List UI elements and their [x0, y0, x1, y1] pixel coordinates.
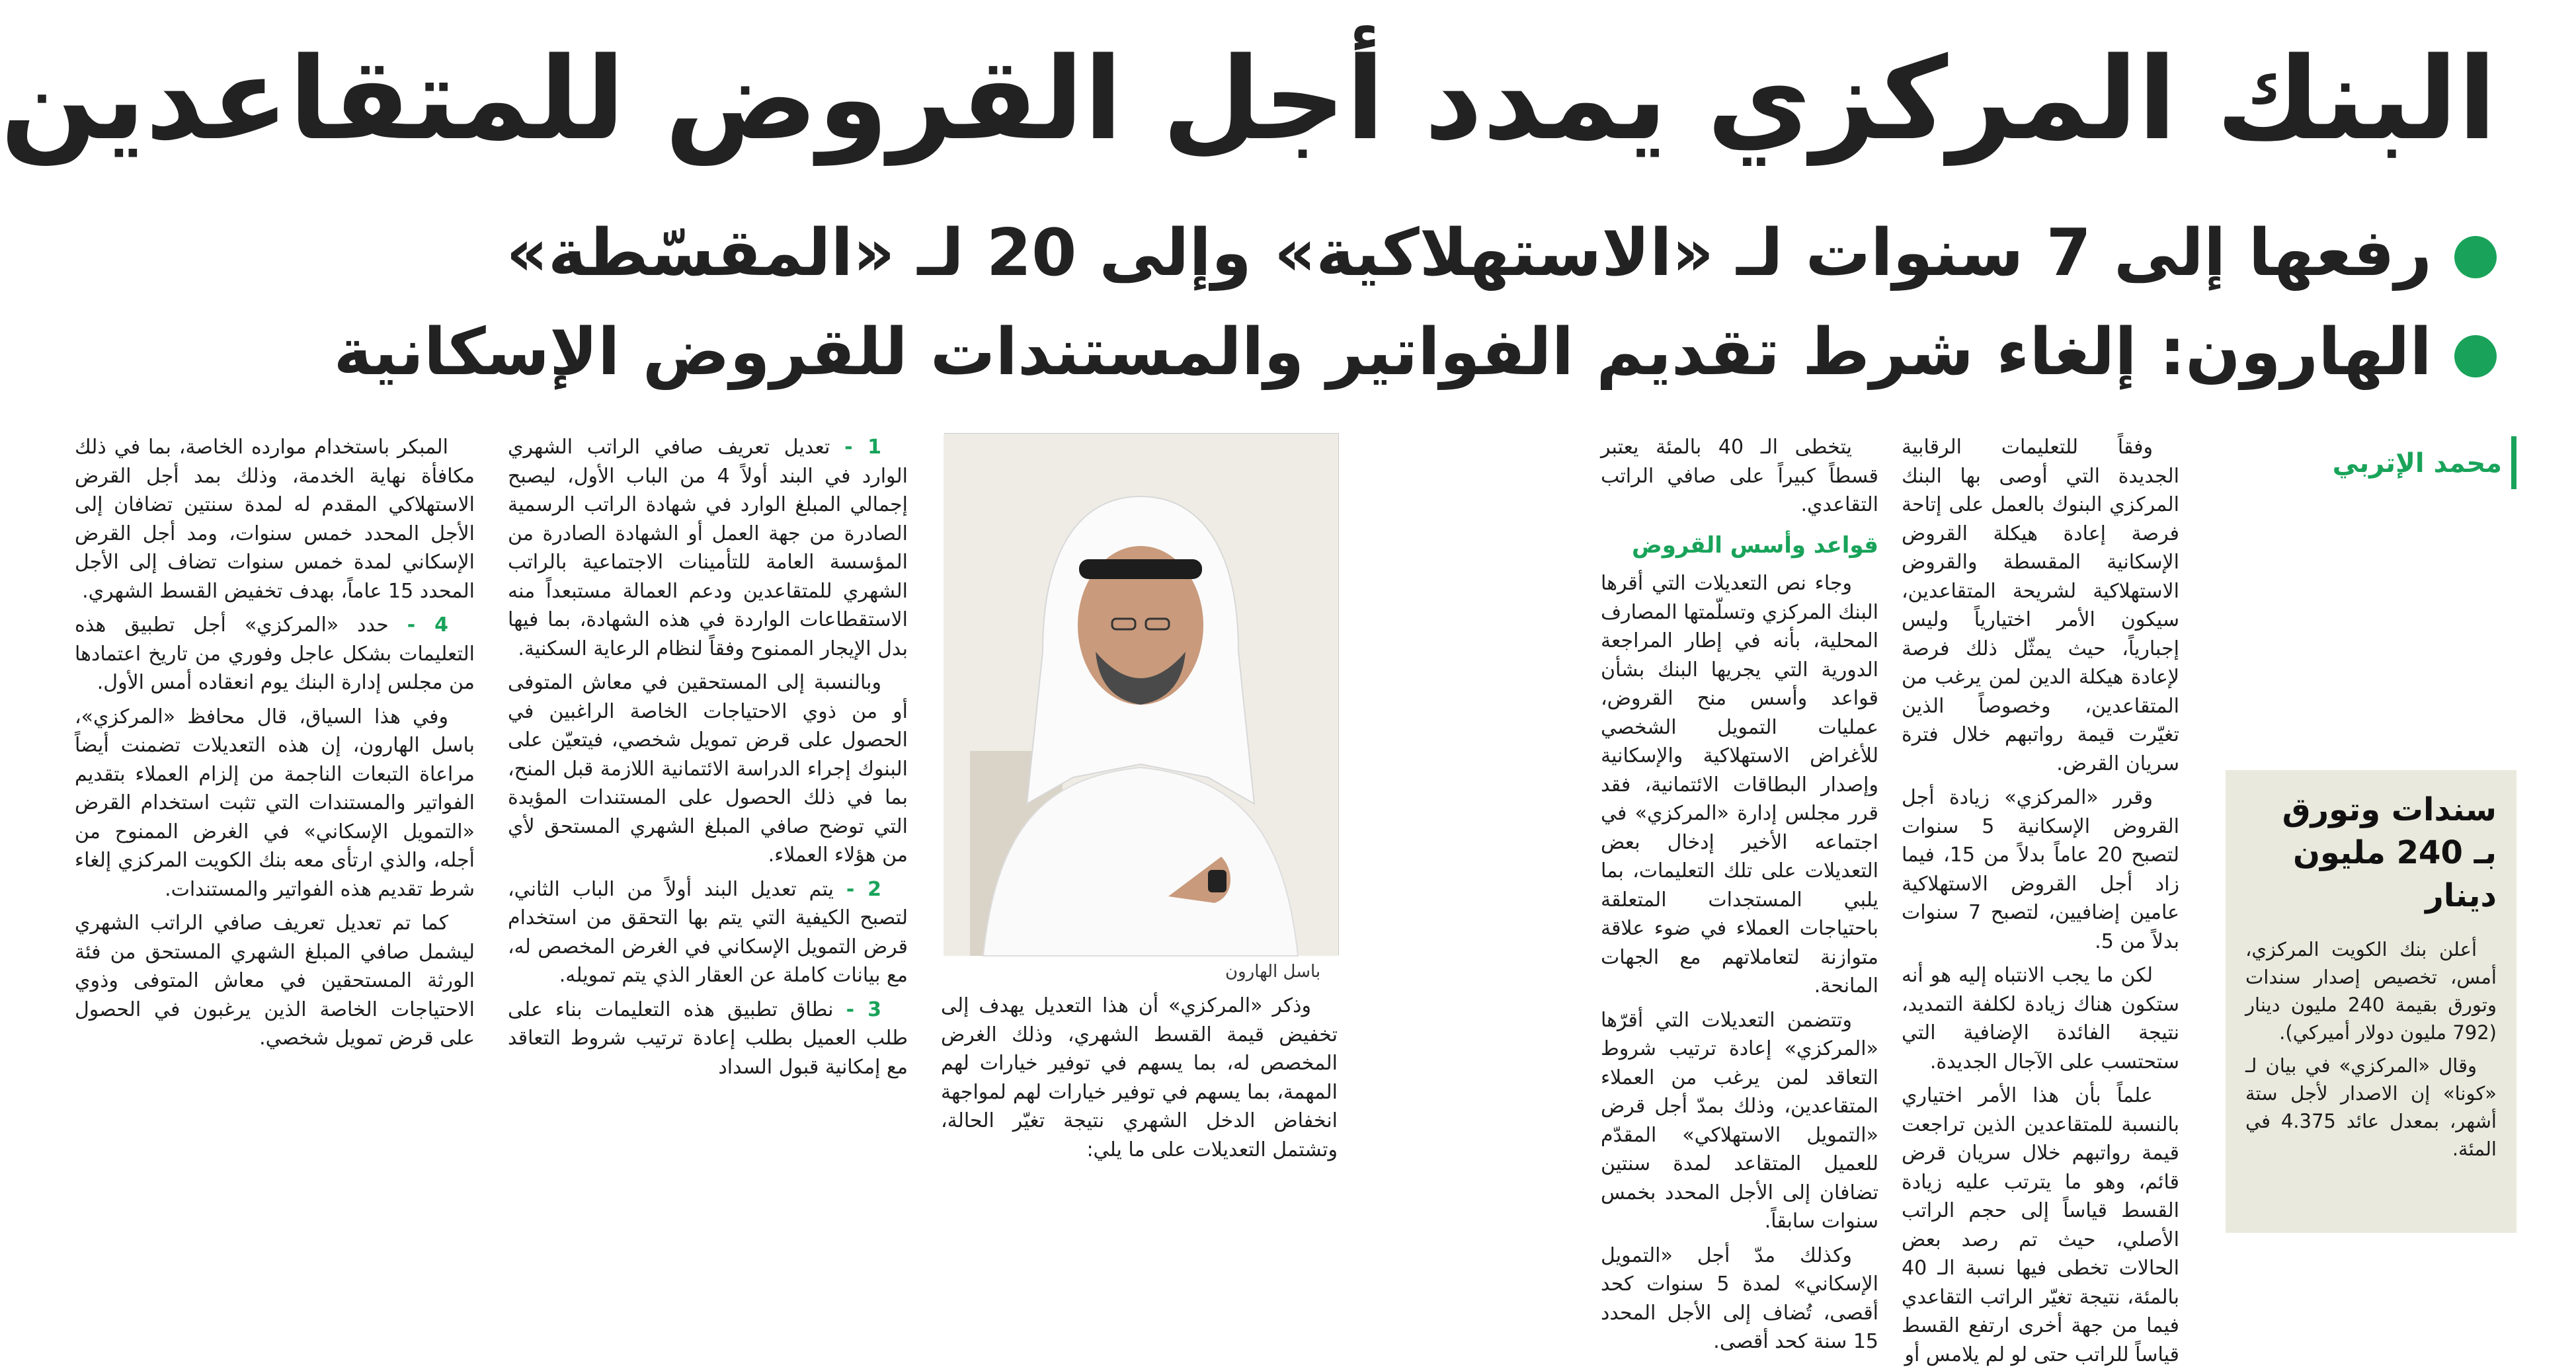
item-number: 4 -: [407, 613, 448, 637]
item-text: حدد «المركزي» أجل تطبيق هذه التعليمات بشكل عاجل وفوري من تاريخ اعتمادها من مجلس إدارة البنك يوم انعقاده أمس الأول.: [75, 613, 475, 694]
subheadline-1-text: رفعها إلى 7 سنوات لـ «الاستهلاكية» وإلى 20 لـ «المقسّطة»: [506, 215, 2432, 291]
paragraph: وتتضمن التعديلات التي أقرّها «المركزي» إعادة ترتيب شروط التعاقد لمن يرغب من العملاء المتقاعدين، وذلك بمدّ أجل قرض «التمويل الاستهلاكي» المقدّم للعميل المتقاعد لمدة سنتين تضافان إلى الأجل المحدد بخمس سنوات سابقاً.: [1601, 1008, 1878, 1233]
paragraph: وفقاً للتعليمات الرقابية الجديدة التي أوصى بها البنك المركزي البنوك بالعمل على إتاحة فرصة إعادة هيكلة القروض الإسكانية المقسطة والقروض الاستهلاكية لشريحة المتقاعدين، سيكون الأمر اختيارياً وليس إجبارياً، حيث يمثّل ذلك فرصة لإعادة هيكلة الدين لمن يرغب من المتقاعدين، وخصوصاً الذين تغيّرت قيمة رواتبهم خلال فترة سريان القرض.: [1902, 436, 2179, 775]
byline-block: [2305, 436, 2516, 489]
paragraph: يتخطى الـ 40 بالمئة يعتبر قسطاً كبيراً على صافي الراتب التقاعدي.: [1601, 436, 1878, 516]
item-text: تعديل تعريف صافي الراتب الشهري الوارد في البند أولاً 4 من الباب الأول، ليصبح إجمالي المبلغ الوارد في شهادة الراتب الرسمية الصادرة من جهة العمل أو الشهادة الصادرة من المؤسسة العامة للتأمينات الاجتماعية بالراتب الشهري للمتقاعدين ودعم العمالة مستبعداً منه الاستقطاعات الواردة في هذه الشهادة، بما فيها بدل الإيجار الممنوح وفقاً لنظام الرعاية السكنية.: [508, 436, 908, 660]
item-text: يتم تعديل البند أولاً من الباب الثاني، لتصبح الكيفية التي يتم بها التحقق من استخدام قرض التمويل الإسكاني في الغرض المخصص له، مع بيانات كاملة عن العقار الذي يتم تمويله.: [508, 877, 908, 987]
paragraph: وجاء نص التعديلات التي أقرها البنك المركزي وتسلّمتها المصارف المحلية، بأنه في إطار المراجعة الدورية التي يجريها البنك بشأن قواعد وأسس منح القروض، عمليات التمويل الشخصي للأغراض الاستهلاكية والإسكانية وإصدار البطاقات الائتمانية، فقد قرر مجلس إدارة «المركزي» في اجتماعه الأخير إدخال بعض التعديلات على تلك التعليمات، بما يلبي المستجدات المتعلقة باحتياجات العملاء في ضوء علاقة متوازنة لتعاملاتهم مع الجهات المانحة.: [1601, 572, 1878, 997]
sidebox-title-line2: بـ 240 مليون دينار: [2292, 834, 2497, 914]
portrait-photo: [944, 433, 1339, 955]
byline-accent-bar: [2511, 436, 2516, 489]
subheadline-2: [63, 317, 2497, 389]
green-bullet-icon: [2454, 236, 2497, 278]
item-number: 2 -: [846, 877, 881, 901]
green-bullet-icon: [2454, 335, 2497, 377]
section-heading: قواعد وأسس القروض: [1632, 531, 1878, 559]
paragraph: لكن ما يجب الانتباه إليه هو أنه ستكون هناك زيادة لكلفة التمديد، نتيجة الفائدة الإضافية التي ستحتسب على الآجال الجديدة.: [1902, 964, 2179, 1074]
item-text: المبكر باستخدام موارده الخاصة، بما في ذلك مكافأة نهاية الخدمة، وذلك بمد أجل القرض الاستهلاكي المقدم له لمدة سنتين تضافان إلى الأجل المحدد خمس سنوات، ومد أجل القرض الإسكاني لمدة خمس سنوات تضاف إلى الأجل المحدد 15 عاماً، بهدف تخفيض القسط الشهري.: [75, 436, 475, 603]
sidebox-paragraph: وقال «المركزي» في بيان لـ «كونا» إن الاصدار لأجل ستة أشهر، بمعدل عائد 4.375 في المئة.: [2245, 1054, 2497, 1161]
byline: محمد الإتربي: [2332, 448, 2502, 479]
portrait-illustration: [944, 434, 1338, 956]
numbered-paragraph: [508, 875, 908, 990]
subheadline-1: [63, 215, 2497, 291]
paragraph: وقرر «المركزي» زيادة أجل القروض الإسكانية 5 سنوات لتصبح 20 عاماً بدلاً من 15، فيما زاد أجل القروض الاستهلاكية عامين إضافيين، لتصبح 7 سنوات بدلاً من 5.: [1902, 786, 2179, 953]
article-column-5: [75, 433, 475, 1259]
paragraph: وكذلك مدّ أجل «التمويل الإسكاني» لمدة 5 سنوات كحد أقصى، تُضاف إلى الأجل المحدد 15 سنة كحد أقصى.: [1601, 1243, 1878, 1353]
paragraph: [508, 668, 908, 870]
numbered-paragraph: [508, 433, 908, 663]
numbered-paragraph: [75, 611, 475, 697]
item-text: وفي هذا السياق، قال محافظ «المركزي»، باسل الهارون، إن هذه التعديلات تضمنت أيضاً مراعاة التبعات الناجمة من إلزام العملاء بتقديم الفواتير والمستندات التي تثبت استخدام القرض «التمويل الإسكاني» في الغرض الممنوح من أجله، والذي ارتأى معه بنك الكويت المركزي إلغاء شرط تقديم هذه الفواتير والمستندات.: [75, 705, 475, 901]
sidebox-title-line1: سندات وتورق: [2282, 791, 2497, 828]
subheadline-2-text: الهارون: إلغاء شرط تقديم الفواتير والمستندات للقروض الإسكانية: [333, 315, 2432, 390]
sidebox-paragraph: أعلن بنك الكويت المركزي، أمس، تخصيص إصدار سندات وتورق بقيمة 240 مليون دينار (792 مليون دولار أميركي).: [2245, 938, 2497, 1044]
item-text: كما تم تعديل تعريف صافي الراتب الشهري ليشمل صافي المبلغ الشهري المستحق من فئة الورثة المستحقين في معاش المتوفى وذوي الاحتياجات الخاصة الذين يرغبون في الحصول على قرض تمويل شخصي.: [75, 912, 475, 1050]
item-text: وبالنسبة إلى المستحقين في معاش المتوفى أو من ذوي الاحتياجات الخاصة الراغبين في الحصول على قرض تمويل شخصي، فيتعيّن على البنوك إجراء الدراسة الائتمانية اللازمة قبل المنح، بما في ذلك الحصول على المستندات المؤيدة التي توضح صافي المبلغ الشهري المستحق لأي من هؤلاء العملاء.: [508, 671, 908, 867]
paragraph: [75, 909, 475, 1053]
item-number: 1 -: [844, 436, 881, 459]
article-column-3: [941, 992, 1338, 1243]
item-number: 3 -: [846, 997, 881, 1021]
paragraph: [75, 433, 475, 606]
paragraph: علماً بأن هذا الأمر اختياري بالنسبة للمتقاعدين الذين تراجعت قيمة رواتبهم خلال سريان قرض قائم، وهو ما يترتب عليه زيادة القسط قياساً إلى حجم الراتب الأصلي، حيث تم رصد بعض الحالات تخطى فيها نسبة الـ 40 بالمئة، نتيجة تغيّر الراتب التقاعدي فيما من جهة أخرى ارتفع القسط قياساً للراتب حتى لو لم يلامس أو: [1902, 1084, 2179, 1366]
headline: البنك المركزي يمدد أجل القروض للمتقاعدين: [0, 32, 2497, 165]
article-column-2: [1601, 433, 1878, 1353]
paragraph: وذكر «المركزي» أن هذا التعديل يهدف إلى تخفيض قيمة القسط الشهري، وذلك الغرض المخصص له، بما يسهم في توفير خيارات لهم المهمة، بما يسهم في توفير خيارات لهم لمواجهة انخفاض الدخل الشهري نتيجة تغيّر الحالة، وتشتمل التعديلات على ما يلي:: [941, 994, 1338, 1161]
numbered-paragraph: [508, 996, 908, 1082]
sidebox-title: [2245, 789, 2497, 917]
photo-caption: باسل الهارون: [1225, 962, 1321, 982]
item-text: نطاق تطبيق هذه التعليمات بناء على طلب العميل بطلب إعادة ترتيب شروط التعاقد مع إمكانية قبول السداد: [508, 997, 908, 1079]
article-column-1: [1902, 433, 2179, 1366]
article-column-4: [508, 433, 908, 1259]
paragraph: [75, 703, 475, 904]
sidebar-news-box: [2226, 770, 2516, 1233]
